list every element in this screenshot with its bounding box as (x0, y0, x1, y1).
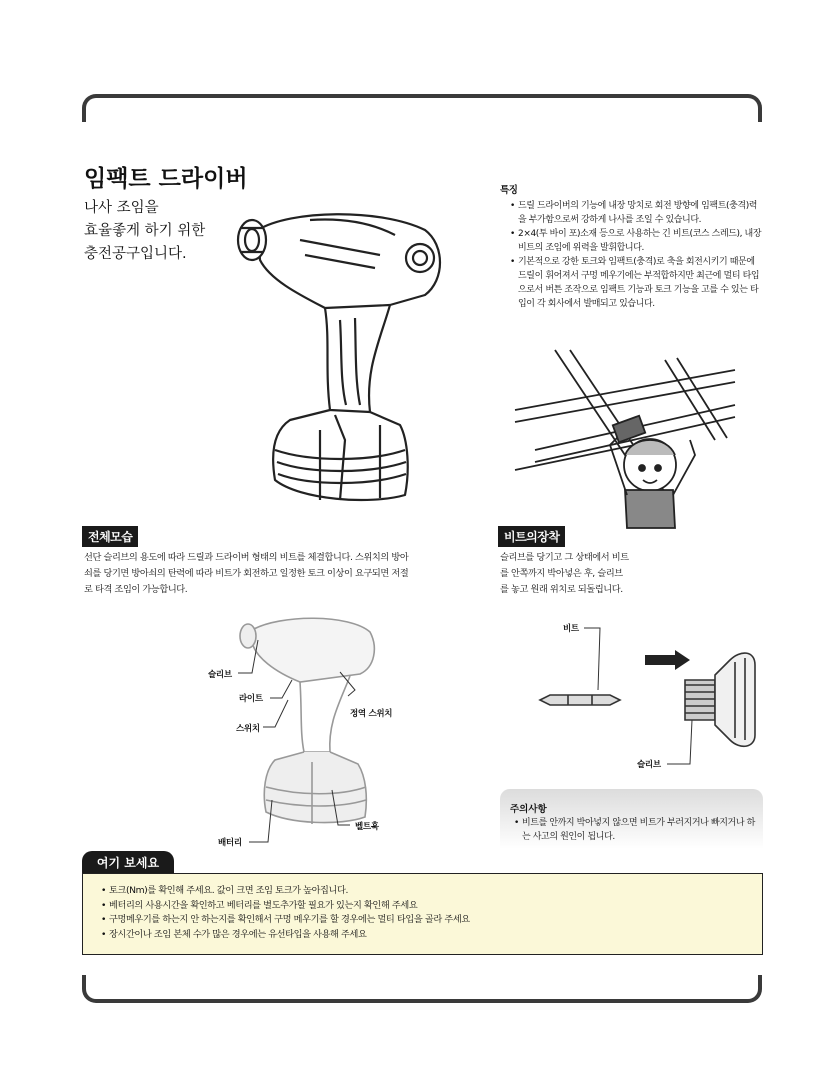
feature-item: • 드릴 드라이버의 기능에 내장 망치로 회전 방향에 임팩트(충격)력을 부가함으로써 강하게 나사를 조일 수 있습니다. (510, 199, 765, 227)
page-frame-bottom (82, 975, 762, 1003)
bit-install-section-label: 비트의장착 (498, 526, 565, 547)
callout-bit: 비트 (563, 624, 579, 634)
page-title: 임팩트 드라이버 (84, 166, 248, 192)
subtitle-line: 충전공구입니다. (84, 246, 187, 262)
notice-item: • 장시간이나 조임 본체 수가 많은 경우에는 유선타입을 사용해 주세요 (101, 928, 762, 943)
notice-tab: 여기 보세요 (82, 851, 174, 875)
subtitle-line: 효율좋게 하기 위한 (84, 223, 206, 239)
features-heading: 특징 (500, 185, 518, 196)
callout-sleeve: 슬리브 (208, 670, 232, 680)
overall-section-label: 전체모습 (82, 526, 138, 547)
caution-text: • 비트를 안까지 박아넣지 않으면 비트가 부러지거나 빠지거나 하는 사고의 원인이 됩니다. (514, 816, 762, 844)
notice-item: • 구멍메우기를 하는지 안 하는지를 확인해서 구멍 메우기를 할 경우에는 멀티 타입을 골라 주세요 (101, 913, 762, 928)
callout-reverse-switch: 정역 스위치 (350, 709, 393, 719)
feature-item: • 2×4(투 바이 포)소재 등으로 사용하는 긴 비트(코스 스레드), 내장 비트의 조임에 위력을 발휘합니다. (510, 227, 765, 255)
notice-item: • 토크(Nm)를 확인해 주세요. 값이 크면 조임 토크가 높아집니다. (101, 884, 762, 899)
callout-light: 라이트 (239, 694, 263, 704)
overall-description: 선단 슬리브의 용도에 따라 드릴과 드라이버 형태의 비트를 체결합니다. 스위치의 방아쇠를 당기면 방아쇠의 탄력에 따라 비트가 회전하고 일정한 토크 이상이 요구되면 저절로 타격 조임이 가능합니다. (84, 552, 409, 595)
callout-belt-hook: 벨트훅 (355, 822, 379, 832)
feature-item: • 기본적으로 강한 토크와 임팩트(충격)로 축을 회전시키기 때문에 드릴이 휘어져서 구멍 메우기에는 부적합하지만 최근에 멀티 타입으로서 버튼 조작으로 임팩트 기능과 토크 기능을 고를 수 있는 타입이 각 회사에서 발매되고 있습니다. (510, 255, 765, 311)
callout-bit-sleeve: 슬리브 (637, 760, 661, 770)
notice-item: • 베터리의 사용시간을 확인하고 베터리를 별도추가할 필요가 있는지 확인해 주세요 (101, 899, 762, 914)
callout-switch: 스위치 (236, 724, 260, 734)
caution-box (500, 789, 763, 849)
bit-install-description: 슬리브를 당기고 그 상태에서 비트를 안쪽까지 박아넣은 후, 슬리브를 놓고 원래 위치로 되돌립니다. (500, 552, 629, 595)
caution-heading: 주의사항 (510, 804, 547, 815)
subtitle-line: 나사 조임을 (84, 200, 159, 216)
callout-battery: 배터리 (218, 838, 242, 848)
notice-box (82, 873, 763, 955)
